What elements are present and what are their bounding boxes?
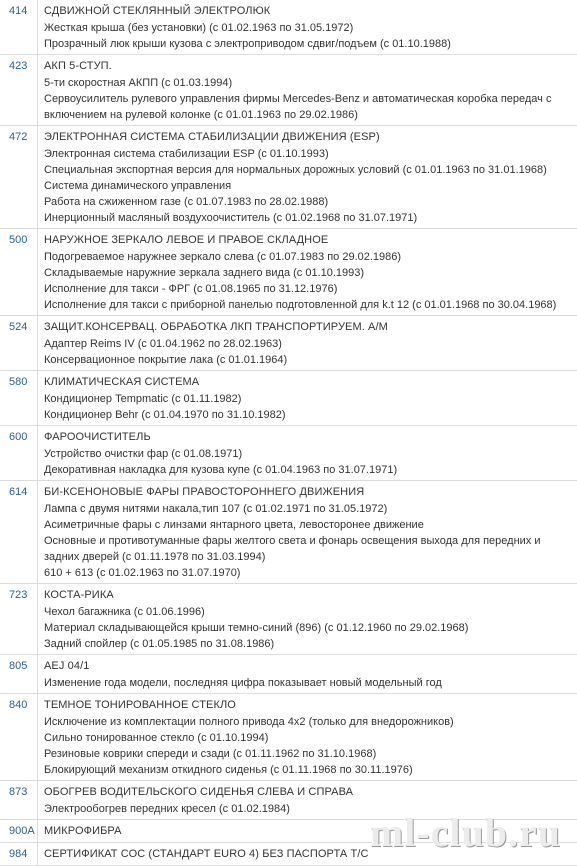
- option-detail-line: Работа на сжиженном газе (с 01.07.1983 по 28.02.1988): [44, 196, 329, 208]
- option-row: [0, 229, 577, 316]
- option-content: [38, 0, 577, 54]
- option-detail-line: Электронная система стабилизации ESP (с 01.10.1993): [44, 148, 329, 160]
- option-detail-line: Сильно тонированное стекло (с 01.10.1994): [44, 732, 269, 744]
- option-row: [0, 584, 577, 655]
- option-row: [0, 843, 577, 866]
- option-content: [38, 843, 577, 865]
- option-detail-line: задних дверей (с 01.11.1978 по 31.03.1994): [44, 551, 266, 563]
- option-code[interactable]: 500: [0, 229, 38, 315]
- option-detail-line: Лампа с двумя нитями накала,тип 107 (с 01.02.1971 по 31.05.1972): [44, 503, 388, 515]
- option-detail-line: Исполнение для такси с приборной панелью подготовленной для k.t 12 (с 01.01.1968 по 30.04.1968): [44, 299, 557, 311]
- option-detail-line: Сервоусилитель рулевого управления фирмы Mercedes-Benz и автоматическая коробка передач с: [44, 93, 552, 105]
- option-detail-line: Электрообогрев передних кресел (с 01.02.1984): [44, 803, 290, 815]
- option-detail-line: Устройство очистки фар (с 01.08.1971): [44, 448, 243, 460]
- option-detail-line: Инерционный масляный воздухоочиститель (с 01.02.1968 по 31.07.1971): [44, 212, 418, 224]
- option-content: [38, 371, 577, 425]
- option-code[interactable]: 900A: [0, 820, 38, 842]
- option-content: [38, 694, 577, 780]
- option-row: [0, 126, 577, 229]
- option-content: [38, 655, 577, 693]
- option-detail-line: 610 + 613 (с 01.02.1963 по 31.07.1970): [44, 567, 241, 579]
- option-row: [0, 781, 577, 820]
- option-row: [0, 371, 577, 426]
- option-detail-line: Система динамического управления: [44, 180, 232, 192]
- watermark-logo: ml-club.ru: [369, 810, 561, 855]
- option-title: ТЕМНОЕ ТОНИРОВАННОЕ СТЕКЛО: [44, 699, 236, 711]
- option-detail-line: Прозрачный люк крыши кузова с электроприводом сдвиг/подъем (с 01.10.1988): [44, 38, 451, 50]
- option-content: [38, 820, 577, 842]
- option-content: [38, 126, 577, 228]
- option-row: [0, 820, 577, 843]
- option-detail-line: Исключение из комплектации полного привода 4x2 (только для внедорожников): [44, 716, 454, 728]
- option-detail-line: Задний спойлер (с 01.05.1985 по 31.08.1986): [44, 638, 275, 650]
- option-detail-line: Складываемые наружние зеркала заднего вида (с 01.10.1993): [44, 267, 365, 279]
- option-detail-line: Консервационное покрытие лака (с 01.01.1964): [44, 354, 288, 366]
- option-code[interactable]: 423: [0, 55, 38, 125]
- option-content: [38, 481, 577, 583]
- option-code[interactable]: 873: [0, 781, 38, 819]
- option-title: АКП 5-СТУП.: [44, 60, 112, 72]
- option-detail-line: Кондиционер Tempmatic (с 01.11.1982): [44, 393, 242, 405]
- option-title: НАРУЖНОЕ ЗЕРКАЛО ЛЕВОЕ И ПРАВОЕ СКЛАДНОЕ: [44, 234, 329, 246]
- option-detail-line: Жесткая крыша (без установки) (с 01.02.1963 по 31.05.1972): [44, 22, 354, 34]
- option-title: AEJ 04/1: [44, 660, 90, 672]
- option-detail-line: Декоративная накладка для кузова купе (с 01.04.1963 по 31.07.1971): [44, 464, 398, 476]
- option-row: [0, 55, 577, 126]
- option-title: КОСТА-РИКА: [44, 589, 114, 601]
- option-detail-line: Резиновые коврики спереди и сзади (с 01.11.1962 по 31.10.1968): [44, 748, 377, 760]
- option-detail-line: Чехол багажника (с 01.06.1996): [44, 606, 205, 618]
- option-code[interactable]: 524: [0, 316, 38, 370]
- option-detail-line: Специальная экспортная версия для нормальных дорожных условий (с 01.01.1963 по 31.01.1968): [44, 164, 547, 176]
- option-code[interactable]: 580: [0, 371, 38, 425]
- option-detail-line: включением на рулевой колонке (с 01.01.1963 по 29.02.1986): [44, 109, 358, 121]
- option-row: [0, 316, 577, 371]
- option-detail-line: Основные и противотуманные фары желтого света и фонарь освещения выхода для передних и: [44, 535, 541, 547]
- option-detail-line: Асиметричные фары с линзами янтарного цвета, левосторонее движение: [44, 519, 424, 531]
- option-row: [0, 481, 577, 584]
- option-code[interactable]: 414: [0, 0, 38, 54]
- option-row: [0, 426, 577, 481]
- option-detail-line: Исполнение для такси - ФРГ (с 01.08.1965 по 31.12.1976): [44, 283, 338, 295]
- option-title: ОБОГРЕВ ВОДИТЕЛЬСКОГО СИДЕНЬЯ СЛЕВА И СПРАВА: [44, 786, 354, 798]
- option-detail-line: Адаптер Reims IV (с 01.04.1962 по 28.02.1963): [44, 338, 282, 350]
- option-code[interactable]: 840: [0, 694, 38, 780]
- option-title: ЗАЩИТ.КОНСЕРВАЦ. ОБРАБОТКА ЛКП ТРАНСПОРТИРУЕМ. А/М: [44, 321, 388, 333]
- option-detail-line: Подогреваемое наружнее зеркало слева (с 01.07.1983 по 29.02.1986): [44, 251, 402, 263]
- option-title: СДВИЖНОЙ СТЕКЛЯННЫЙ ЭЛЕКТРОЛЮК: [44, 5, 271, 17]
- option-content: [38, 781, 577, 819]
- option-content: [38, 584, 577, 654]
- option-detail-line: Материал складывающейся крыши темно-синий (896) (с 01.12.1960 по 29.02.1968): [44, 622, 469, 634]
- option-title: ЭЛЕКТРОННАЯ СИСТЕМА СТАБИЛИЗАЦИИ ДВИЖЕНИЯ (ESP): [44, 131, 380, 143]
- option-detail-line: 5-ти скоростная АКПП (с 01.03.1994): [44, 77, 233, 89]
- option-code[interactable]: 600: [0, 426, 38, 480]
- option-content: [38, 316, 577, 370]
- option-content: [38, 426, 577, 480]
- option-title: СЕРТИФИКАТ СОС (СТАНДАРТ EURO 4) БЕЗ ПАСПОРТА Т/С: [44, 848, 369, 860]
- option-code[interactable]: 614: [0, 481, 38, 583]
- option-title: МИКРОФИБРА: [44, 825, 122, 837]
- option-detail-line: Кондиционер Behr (с 01.04.1970 по 31.10.1982): [44, 409, 286, 421]
- option-row: [0, 694, 577, 781]
- option-content: [38, 229, 577, 315]
- option-row: [0, 655, 577, 694]
- option-code[interactable]: 984: [0, 843, 38, 865]
- option-title: ФАРООЧИСТИТЕЛЬ: [44, 431, 151, 443]
- option-code[interactable]: 805: [0, 655, 38, 693]
- option-row: [0, 0, 577, 55]
- option-title: БИ-КСЕНОНОВЫЕ ФАРЫ ПРАВОСТОРОННЕГО ДВИЖЕНИЯ: [44, 486, 365, 498]
- option-title: КЛИМАТИЧЕСКАЯ СИСТЕМА: [44, 376, 200, 388]
- option-content: [38, 55, 577, 125]
- option-detail-line: Блокирующий механизм откидного сиденья (с 01.11.1968 по 30.11.1976): [44, 764, 413, 776]
- option-code[interactable]: 723: [0, 584, 38, 654]
- option-detail-line: Изменение года модели, последняя цифра показывает новый модельный год: [44, 677, 442, 689]
- option-code[interactable]: 472: [0, 126, 38, 228]
